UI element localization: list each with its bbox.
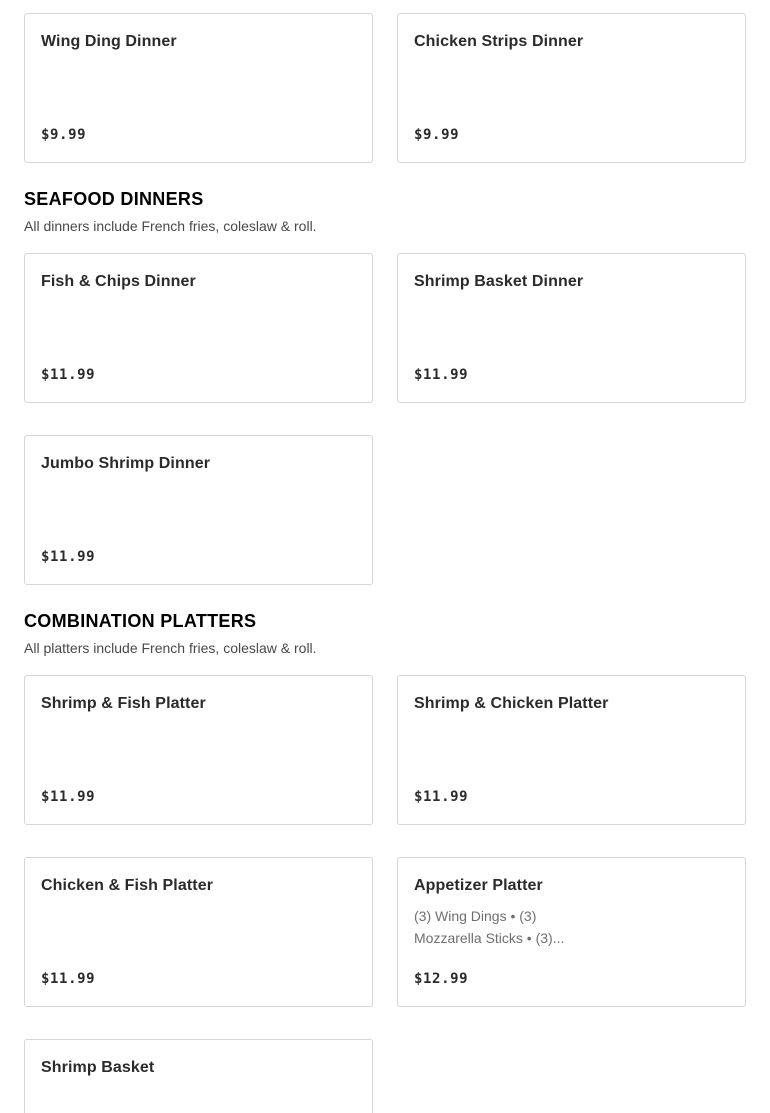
section-subtitle: All dinners include French fries, coleslaw & roll.: [24, 218, 317, 234]
menu-item-card[interactable]: [397, 857, 746, 1007]
menu-item-name: Appetizer Platter: [414, 877, 543, 894]
menu-item-card[interactable]: [24, 1039, 373, 1113]
menu-item-name: Chicken & Fish Platter: [41, 877, 214, 894]
menu-item-name: Shrimp Basket Dinner: [414, 273, 584, 290]
menu-item-price: $11.99: [414, 367, 469, 383]
menu-item-card[interactable]: [24, 253, 373, 403]
menu-item-price: $9.99: [41, 127, 87, 143]
menu-item-name: Chicken Strips Dinner: [414, 33, 584, 50]
menu-item-card[interactable]: [397, 13, 746, 163]
menu-item-name: Jumbo Shrimp Dinner: [41, 455, 211, 472]
menu-item-card[interactable]: [24, 857, 373, 1007]
menu-item-price: $11.99: [414, 789, 469, 805]
menu-item-card[interactable]: [24, 13, 373, 163]
section-title: COMBINATION PLATTERS: [24, 611, 257, 631]
menu-item-price: $11.99: [41, 971, 96, 987]
menu-item-card[interactable]: [24, 435, 373, 585]
menu-item-price: $11.99: [41, 367, 96, 383]
menu-item-name: Shrimp & Chicken Platter: [414, 695, 609, 712]
menu-item-name: Fish & Chips Dinner: [41, 273, 196, 290]
section-subtitle: All platters include French fries, coleslaw & roll.: [24, 640, 317, 656]
menu-item-price: $11.99: [41, 549, 96, 565]
menu-item-card[interactable]: [397, 253, 746, 403]
section-title: SEAFOOD DINNERS: [24, 189, 204, 209]
menu-item-name: Shrimp Basket: [41, 1059, 155, 1076]
menu-item-price: $9.99: [414, 127, 460, 143]
menu-item-card[interactable]: [397, 675, 746, 825]
menu-item-price: $11.99: [41, 789, 96, 805]
menu-item-name: Shrimp & Fish Platter: [41, 695, 206, 712]
menu-item-price: $12.99: [414, 971, 469, 987]
menu-item-description: (3) Wing Dings • (3) Mozzarella Sticks • (3)...: [414, 908, 565, 946]
menu-item-name: Wing Ding Dinner: [41, 33, 177, 50]
menu-item-card[interactable]: [24, 675, 373, 825]
